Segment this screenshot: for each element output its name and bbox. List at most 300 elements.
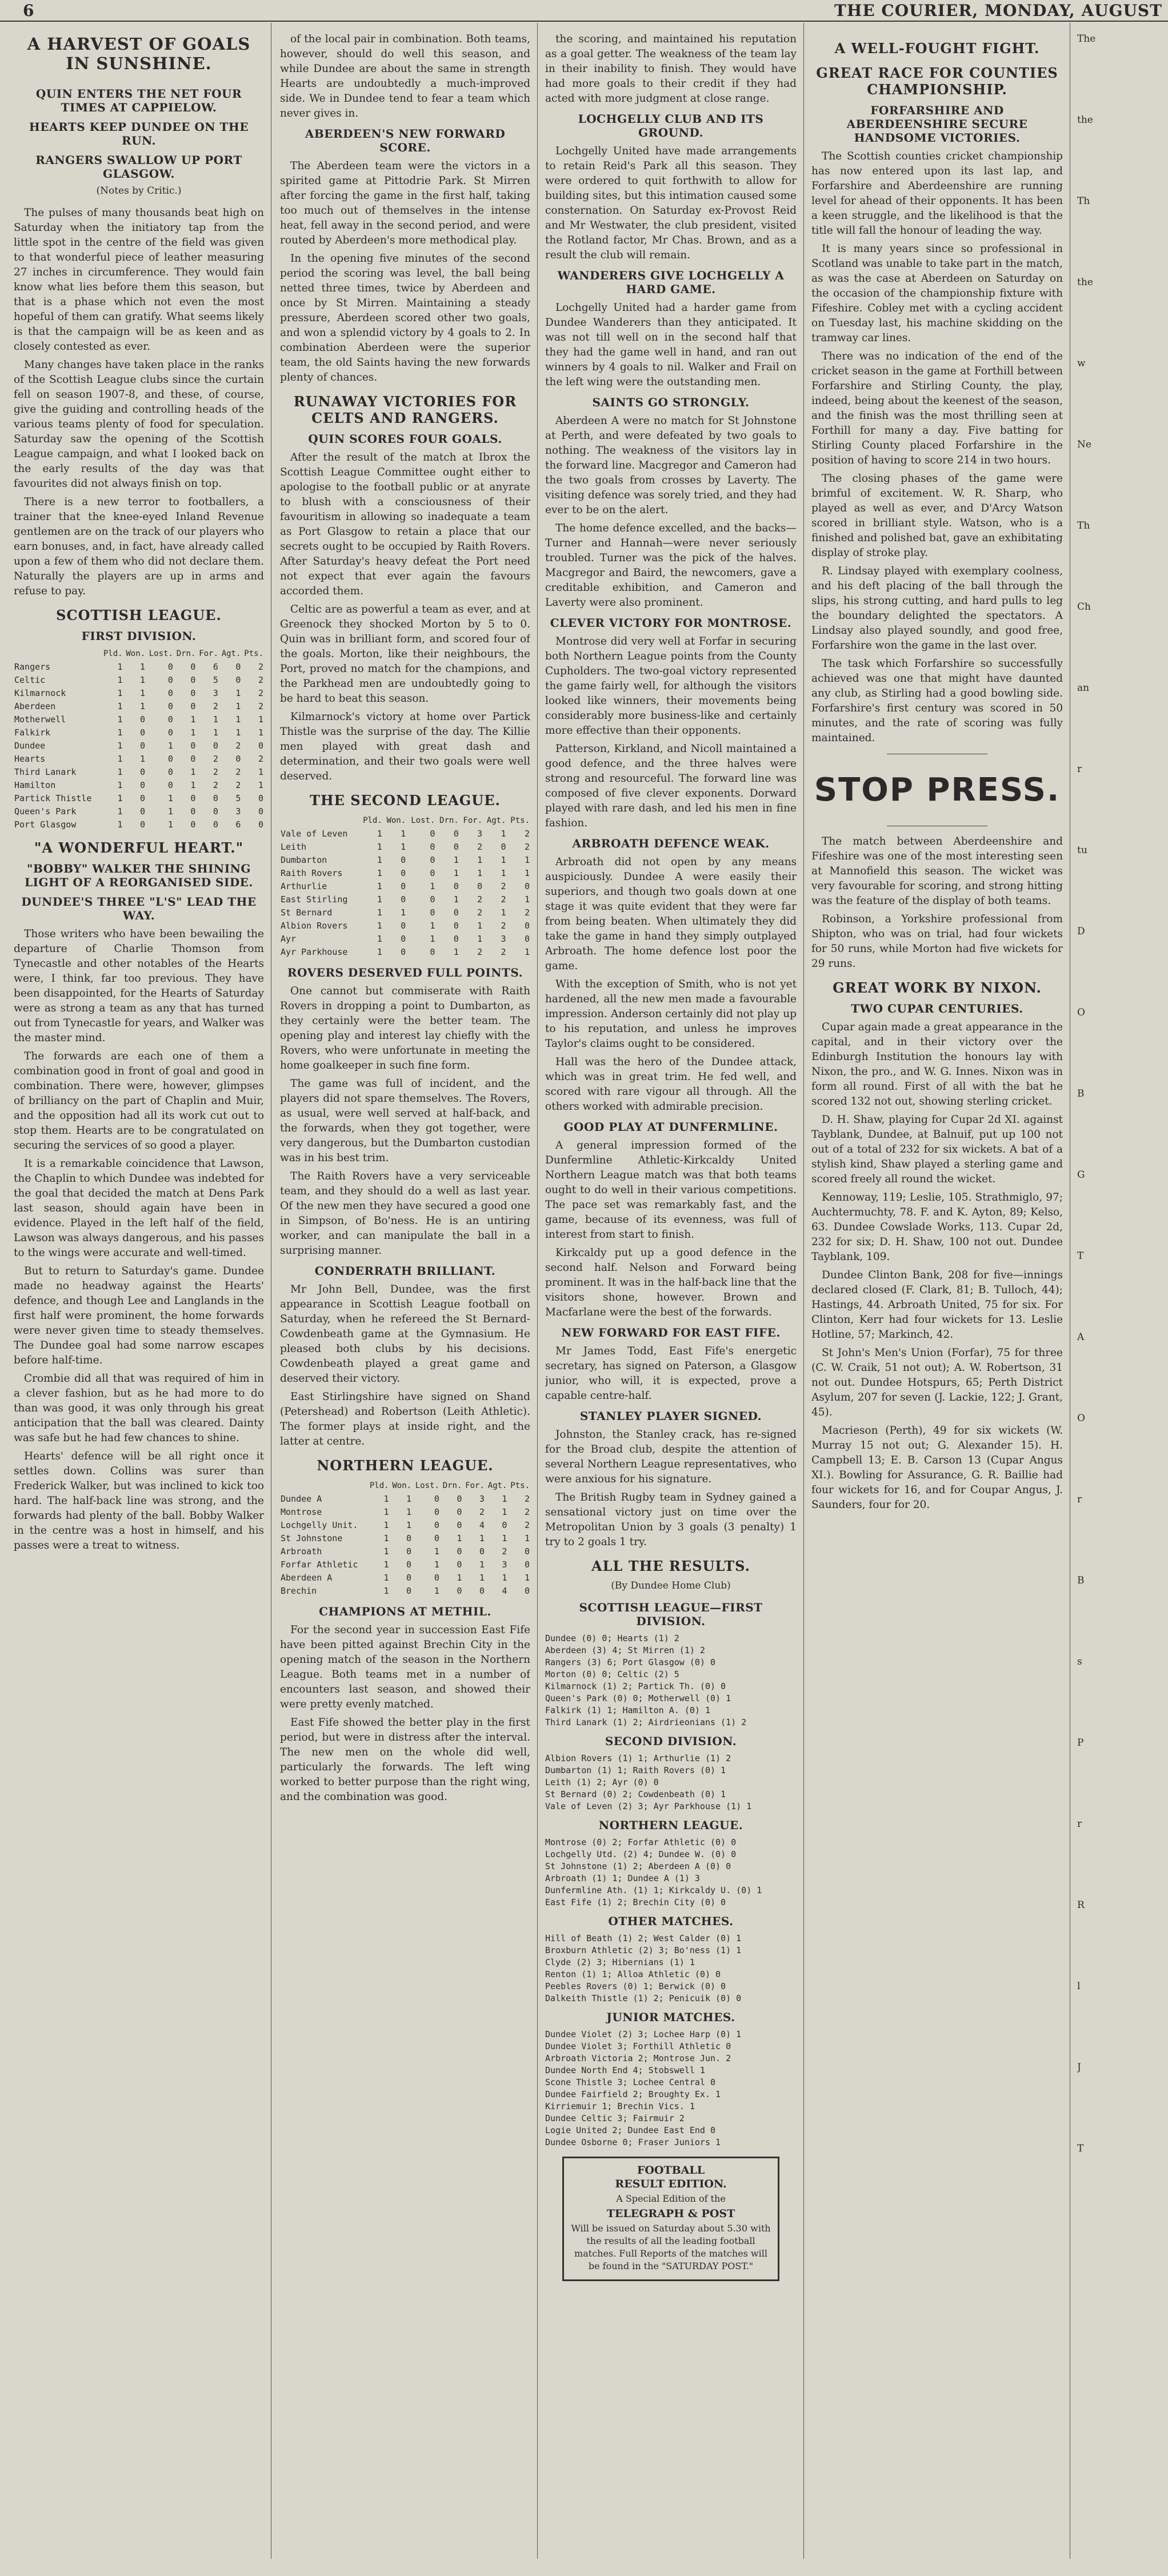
text-fragment: T bbox=[1077, 1250, 1084, 1262]
article-body bbox=[811, 834, 1063, 971]
stat-cell: 0 bbox=[140, 793, 146, 803]
team-name: Queen's Park bbox=[14, 806, 77, 817]
result-line: Arbroath Victoria 2; Montrose Jun. 2 bbox=[545, 2053, 731, 2063]
result-line: Dundee Osborne 0; Fraser Juniors 1 bbox=[545, 2137, 721, 2147]
stat-cell: 2 bbox=[524, 907, 530, 918]
paragraph: Celtic are as powerful a team as ever, and at Greenock they shocked Morton by 5 to 0. Quin was in brilliant form, and scored four of the goals. Morton, like their neighbours, the Port, proved no match for the champions, and the Parkhead men are undoubtedly going to be hard to beat this season. bbox=[280, 603, 530, 705]
result-line: Leith (1) 2; Ayr (0) 0 bbox=[545, 1777, 659, 1787]
result-line: St Johnstone (1) 2; Aberdeen A (0) 0 bbox=[545, 1861, 731, 1871]
stat-cell: 0 bbox=[140, 727, 146, 738]
paragraph: Montrose did very well at Forfar in securing both Northern League points from the County Cupholders. The two-goal victory represented the game fairly well, for although the visitors looked like winners, their movements being considerably more business-like and certainly more effective than their opponents. bbox=[545, 635, 797, 737]
result-line: Rangers (3) 6; Port Glasgow (0) 0 bbox=[545, 1657, 716, 1667]
paragraph: The forwards are each one of them a combination good in front of goal and good in combination. There were, however, glimpses of brilliancy on the part of Chaplin and Muir, and the opposition had all its work cut out to stop them. Hearts are to be congratulated on securing the services of so good a player. bbox=[14, 1050, 264, 1151]
subheadline: ROVERS DESERVED FULL POINTS. bbox=[287, 966, 523, 979]
stat-cell: 1 bbox=[117, 754, 123, 764]
paragraph: Lochgelly United had a harder game from Dundee Wanderers than they anticipated. It was not till well on in the second half that they had the game well in hand, and ran out winners by 4 goals to nil. Walker and Frail on the left wing were the outstanding men. bbox=[545, 302, 797, 388]
stat-cell: 0 bbox=[477, 881, 483, 891]
stat-cell: 0 bbox=[406, 1559, 412, 1570]
text-fragment: the bbox=[1077, 114, 1093, 126]
paragraph: The game was full of incident, and the players did not spare themselves. The Rovers, as usual, were well served at half-back, and the forwards, when they got together, were very dangerous, but the Dumbarton custodian was in his best trim. bbox=[280, 1078, 530, 1164]
stat-cell: 1 bbox=[406, 1507, 412, 1517]
stat-cell: 1 bbox=[457, 1533, 462, 1543]
text-fragment: B bbox=[1077, 1088, 1085, 1099]
team-name: Dundee A bbox=[281, 1494, 322, 1504]
text-fragment: G bbox=[1077, 1169, 1085, 1181]
stat-cell: 0 bbox=[524, 1546, 530, 1557]
stat-cell: 0 bbox=[167, 727, 173, 738]
stat-cell: 1 bbox=[140, 688, 146, 698]
stat-cell: 0 bbox=[406, 1533, 412, 1543]
result-line: Dundee North End 4; Stobswell 1 bbox=[545, 2065, 705, 2075]
stat-cell: 1 bbox=[140, 701, 146, 711]
stat-cell: 0 bbox=[430, 947, 435, 957]
team-name: Leith bbox=[281, 842, 307, 852]
stat-cell: 0 bbox=[453, 881, 459, 891]
stat-cell: 1 bbox=[117, 714, 123, 725]
subheadline: DUNDEE'S THREE "L'S" LEAD THE WAY. bbox=[21, 895, 257, 922]
stat-cell: 0 bbox=[190, 793, 196, 803]
stat-cell: 3 bbox=[235, 806, 241, 817]
article-body bbox=[280, 32, 530, 121]
stat-cell: 3 bbox=[477, 829, 483, 839]
text-fragment: O bbox=[1077, 1007, 1085, 1018]
table-row bbox=[280, 1532, 530, 1545]
stat-cell: 1 bbox=[479, 1573, 485, 1583]
stat-cell: 1 bbox=[453, 855, 459, 865]
paragraph: The British Rugby team in Sydney gained a sensational victory just on time over the Metropolitan Union by 3 goals (3 penalty) 1 try to 2 goals 1 try. bbox=[545, 1491, 797, 1548]
stat-cell: 0 bbox=[140, 806, 146, 817]
stat-cell: 2 bbox=[524, 1520, 530, 1530]
stat-cell: 0 bbox=[401, 934, 406, 944]
stat-cell: 1 bbox=[434, 1546, 439, 1557]
team-name: Third Lanark bbox=[14, 767, 77, 777]
stat-cell: 1 bbox=[477, 868, 483, 878]
stat-cell: 0 bbox=[524, 1559, 530, 1570]
paragraph: There was no indication of the end of the cricket season in the game at Forthill between Forfarshire and Stirling County, the play, indeed, being about the keenest of the season, and the finish was the most thrilling seen at Forthill for many a day. Five batting for Stirling County placed Forfarshire in the position of having to score 214 in two hours. bbox=[811, 350, 1063, 466]
team-name: Motherwell bbox=[14, 714, 66, 725]
stat-cell: 2 bbox=[213, 701, 218, 711]
stat-cell: 1 bbox=[377, 921, 382, 931]
paragraph: The pulses of many thousands beat high on Saturday when the initiatory tap from the little spot in the centre of the field was given to that wonderful piece of leather measuring 27 inches in circumference. They would fain know what lies before them this season, but that is a phase which not even the most hopeful of them can gratify. What seems likely is that the campaign will be as keen and as closely contested as ever. bbox=[14, 207, 264, 353]
team-name: Raith Rovers bbox=[281, 868, 343, 878]
article-body bbox=[545, 1344, 797, 1403]
stat-cell: 0 bbox=[140, 819, 146, 830]
stat-cell: 1 bbox=[434, 1586, 439, 1596]
article-body bbox=[545, 634, 797, 831]
stat-cell: 1 bbox=[430, 934, 435, 944]
article-body bbox=[280, 159, 530, 385]
ad-heading: RESULT EDITION. bbox=[615, 2178, 727, 2190]
team-name: Kilmarnock bbox=[14, 688, 66, 698]
stat-cell: 1 bbox=[383, 1573, 389, 1583]
table-header-cell: Won. bbox=[126, 649, 146, 658]
table-row bbox=[14, 674, 264, 687]
stat-cell: 1 bbox=[190, 714, 196, 725]
result-line: Queen's Park (0) 0; Motherwell (0) 1 bbox=[545, 1693, 731, 1703]
paragraph: But to return to Saturday's game. Dundee made no headway against the Hearts' defence, and though Lee and Langlands in the first half were prominent, the home forwards were never given time to steady themselves. The Dundee goal had some narrow escapes before half-time. bbox=[14, 1265, 264, 1366]
stat-cell: 1 bbox=[502, 1533, 507, 1543]
stat-cell: 0 bbox=[140, 780, 146, 790]
result-line: Albion Rovers (1) 1; Arthurlie (1) 2 bbox=[545, 1753, 731, 1763]
subheadline: QUIN SCORES FOUR GOALS. bbox=[308, 432, 502, 446]
team-name: Partick Thistle bbox=[14, 793, 92, 803]
stat-cell: 2 bbox=[501, 947, 506, 957]
stat-cell: 0 bbox=[258, 819, 263, 830]
table-row bbox=[14, 700, 264, 713]
stat-cell: 0 bbox=[258, 741, 263, 751]
stat-cell: 2 bbox=[501, 881, 506, 891]
stat-cell: 2 bbox=[477, 842, 483, 852]
subheadline: CONDERRATH BRILLIANT. bbox=[314, 1264, 496, 1278]
paragraph: One cannot but commiserate with Raith Rovers in dropping a point to Dumbarton, as they certainly were the better team. The opening play and interest lay chiefly with the Rovers, who were unfortunate in meeting the home goalkeeper in such fine form. bbox=[280, 985, 530, 1071]
stat-cell: 0 bbox=[213, 793, 218, 803]
team-name: Hamilton bbox=[14, 780, 56, 790]
text-fragment: tu bbox=[1077, 845, 1087, 856]
stat-cell: 1 bbox=[524, 1573, 530, 1583]
stat-cell: 0 bbox=[401, 921, 406, 931]
text-fragment: s bbox=[1077, 1656, 1082, 1667]
stat-cell: 0 bbox=[140, 767, 146, 777]
table-row bbox=[14, 779, 264, 792]
stat-cell: 1 bbox=[524, 855, 530, 865]
stat-cell: 1 bbox=[401, 842, 406, 852]
stat-cell: 1 bbox=[235, 701, 241, 711]
article-body bbox=[545, 414, 797, 610]
team-name: Vale of Leven bbox=[281, 829, 348, 839]
paragraph: The match between Aberdeenshire and Fifeshire was one of the most interesting seen at Mannofield this season. The wicket was very favourable for scoring, and strong hitting was the feature of the display of both teams. bbox=[811, 835, 1063, 907]
paragraph: The home defence excelled, and the backs—Turner and Hannah—were never seriously troubled. Turner was the pick of the halves. Macgregor and Baird, the newcomers, gave a creditable exhibition, and Cameron and Laverty were also prominent. bbox=[545, 522, 797, 609]
league-table bbox=[280, 814, 530, 959]
result-line: Clyde (2) 3; Hibernians (1) 1 bbox=[545, 1957, 695, 1967]
stat-cell: 4 bbox=[479, 1520, 485, 1530]
stat-cell: 0 bbox=[406, 1573, 412, 1583]
stat-cell: 0 bbox=[190, 688, 196, 698]
stat-cell: 1 bbox=[524, 868, 530, 878]
stat-cell: 0 bbox=[406, 1586, 412, 1596]
stat-cell: 0 bbox=[434, 1494, 439, 1504]
paragraph: For the second year in succession East Fife have been pitted against Brechin City in the opening match of the season in the Northern League. Both teams met in a number of encounters last season, and showed their were pretty evenly matched. bbox=[280, 1624, 530, 1710]
ad-heading: FOOTBALL bbox=[637, 2164, 705, 2177]
stop-press-heading: STOP PRESS. bbox=[814, 771, 1061, 809]
stat-cell: 0 bbox=[453, 842, 459, 852]
stat-cell: 1 bbox=[383, 1520, 389, 1530]
stat-cell: 3 bbox=[501, 934, 506, 944]
paragraph: Kennoway, 119; Leslie, 105. Strathmiglo, 97; Auchtermuchty, 78. F. and K. Ayton, 89; Kelso, 63. Dundee Cowslade Works, 113. Cupar 2d, 232 for six; D. H. Shaw, 100 not out. Dundee Tayblank, 109. bbox=[811, 1191, 1063, 1263]
stat-cell: 0 bbox=[167, 754, 173, 764]
stat-cell: 5 bbox=[235, 793, 241, 803]
team-name: Arthurlie bbox=[281, 881, 327, 891]
team-name: Forfar Athletic bbox=[281, 1559, 358, 1570]
results-section: JUNIOR MATCHES. bbox=[606, 2010, 735, 2024]
stat-cell: 0 bbox=[401, 881, 406, 891]
subheadline: SAINTS GO STRONGLY. bbox=[592, 395, 750, 409]
team-name: Dumbarton bbox=[281, 855, 327, 865]
stat-cell: 2 bbox=[213, 754, 218, 764]
column-5-cropped bbox=[1077, 32, 1168, 2553]
stat-cell: 0 bbox=[190, 701, 196, 711]
subheadline: QUIN ENTERS THE NET FOUR TIMES AT CAPPIELOW. bbox=[35, 87, 242, 114]
stat-cell: 0 bbox=[235, 754, 241, 764]
stat-cell: 2 bbox=[524, 1507, 530, 1517]
team-name: St Johnstone bbox=[281, 1533, 343, 1543]
text-fragment: A bbox=[1077, 1331, 1085, 1343]
stat-cell: 1 bbox=[383, 1494, 389, 1504]
table-header-cell bbox=[14, 647, 101, 661]
stat-cell: 1 bbox=[258, 727, 263, 738]
table-row bbox=[14, 792, 264, 805]
table-row bbox=[280, 854, 530, 867]
results-credit: (By Dundee Home Club) bbox=[611, 1580, 731, 1591]
table-row bbox=[280, 867, 530, 880]
stat-cell: 3 bbox=[479, 1494, 485, 1504]
stat-cell: 0 bbox=[167, 688, 173, 698]
stat-cell: 1 bbox=[117, 662, 123, 672]
text-fragment: J bbox=[1077, 2062, 1081, 2073]
stat-cell: 1 bbox=[434, 1559, 439, 1570]
stat-cell: 1 bbox=[117, 741, 123, 751]
text-fragment: l bbox=[1077, 1981, 1081, 1992]
text-fragment: R bbox=[1077, 1899, 1085, 1911]
stat-cell: 1 bbox=[140, 675, 146, 685]
stat-cell: 0 bbox=[453, 934, 459, 944]
stat-cell: 1 bbox=[406, 1520, 412, 1530]
stat-cell: 1 bbox=[377, 934, 382, 944]
subheadline: STANLEY PLAYER SIGNED. bbox=[579, 1409, 762, 1423]
stat-cell: 2 bbox=[213, 767, 218, 777]
headline: A HARVEST OF GOALS IN SUNSHINE. bbox=[27, 34, 251, 73]
table-header-cell: For. bbox=[199, 649, 218, 658]
article-body bbox=[280, 984, 530, 1258]
result-line: Falkirk (1) 1; Hamilton A. (0) 1 bbox=[545, 1705, 710, 1715]
result-line: Hill of Beath (1) 2; West Calder (0) 1 bbox=[545, 1933, 742, 1943]
stat-cell: 1 bbox=[213, 714, 218, 725]
paragraph: Aberdeen A were no match for St Johnstone at Perth, and were defeated by two goals to nothing. The weakness of the visitors lay in the forward line. Macgregor and Cameron had the two goals from crosses by Laverty. The visiting defence was sorely tried, and they had ever to be on the alert. bbox=[545, 415, 797, 516]
subheadline: TWO CUPAR CENTURIES. bbox=[851, 1002, 1023, 1015]
stat-cell: 1 bbox=[524, 947, 530, 957]
stat-cell: 0 bbox=[479, 1586, 485, 1596]
paragraph: D. H. Shaw, playing for Cupar 2d XI. against Tayblank, Dundee, at Balnuif, put up 100 not out of a total of 232 for six wickets. A bat of a stylish kind, Shaw played a sterling game and scored freely all round the wicket. bbox=[811, 1114, 1063, 1185]
stat-cell: 0 bbox=[401, 868, 406, 878]
paragraph: It is many years since so professional in Scotland was unable to take part in the match, as was the case at Aberdeen on Saturday on the occasion of the championship fixture with Fifeshire. Cobley met with a cycling accident on Tuesday last, his machine skidding on the tramway car lines. bbox=[811, 243, 1063, 344]
results-section: OTHER MATCHES. bbox=[608, 1914, 734, 1928]
stat-cell: 1 bbox=[406, 1494, 412, 1504]
table-header-cell: Pts. bbox=[510, 1481, 530, 1490]
team-name: Dundee bbox=[14, 741, 46, 751]
result-line: Peebles Rovers (0) 1; Berwick (0) 0 bbox=[545, 1981, 726, 1991]
team-name: Falkirk bbox=[14, 727, 51, 738]
stat-cell: 1 bbox=[383, 1533, 389, 1543]
advertisement-box bbox=[562, 2157, 779, 2281]
result-line: Dundee (0) 0; Hearts (1) 2 bbox=[545, 1633, 679, 1643]
text-fragment: w bbox=[1077, 358, 1086, 369]
paragraph: The Scottish counties cricket championship has now entered upon its last lap, and Forfarshire and Aberdeenshire are running level for ahead of their opponents. It has been a keen struggle, and the likelihood is that the title will fall the honour of leading the way. bbox=[811, 150, 1063, 237]
result-line: Scone Thistle 3; Lochee Central 0 bbox=[545, 2077, 716, 2087]
table-row bbox=[14, 661, 264, 674]
subheadline: CLEVER VICTORY FOR MONTROSE. bbox=[550, 616, 792, 630]
stat-cell: 1 bbox=[377, 842, 382, 852]
table-header-cell: Agt. bbox=[486, 816, 506, 825]
headline: RUNAWAY VICTORIES FOR CELTS AND RANGERS. bbox=[293, 393, 517, 426]
table-header-cell: Pts. bbox=[244, 649, 263, 658]
table-header-cell: Drn. bbox=[442, 1481, 462, 1490]
stat-cell: 0 bbox=[167, 780, 173, 790]
result-line: Lochgelly Utd. (2) 4; Dundee W. (0) 0 bbox=[545, 1849, 737, 1859]
stat-cell: 1 bbox=[524, 1533, 530, 1543]
stat-cell: 0 bbox=[401, 855, 406, 865]
stat-cell: 1 bbox=[377, 907, 382, 918]
ad-heading: TELEGRAPH & POST bbox=[606, 2207, 735, 2220]
subheadline: ARBROATH DEFENCE WEAK. bbox=[572, 837, 770, 850]
result-line: Kilmarnock (1) 2; Partick Th. (0) 0 bbox=[545, 1681, 726, 1691]
stat-cell: 0 bbox=[457, 1559, 462, 1570]
stat-cell: 6 bbox=[213, 662, 218, 672]
stat-cell: 2 bbox=[213, 780, 218, 790]
page-number: 6 bbox=[23, 1, 34, 20]
table-row bbox=[14, 739, 264, 753]
paragraph: East Stirlingshire have signed on Shand (Petershead) and Robertson (Leith Athletic). The former plays at inside right, and the latter at centre. bbox=[280, 1391, 530, 1447]
stat-cell: 0 bbox=[479, 1546, 485, 1557]
stat-cell: 1 bbox=[401, 907, 406, 918]
stat-cell: 2 bbox=[258, 688, 263, 698]
stat-cell: 2 bbox=[501, 921, 506, 931]
table-row bbox=[280, 1571, 530, 1585]
stat-cell: 1 bbox=[502, 1573, 507, 1583]
paragraph: With the exception of Smith, who is not yet hardened, all the new men made a favourable impression. Anderson certainly did not play up to his reputation, and unless he improves Taylor's claims ought to be considered. bbox=[545, 978, 797, 1050]
table-header-cell: Pts. bbox=[510, 816, 530, 825]
stat-cell: 1 bbox=[190, 780, 196, 790]
results-title: ALL THE RESULTS. bbox=[591, 1558, 751, 1574]
stat-cell: 0 bbox=[457, 1586, 462, 1596]
stat-cell: 0 bbox=[524, 921, 530, 931]
stat-cell: 0 bbox=[401, 947, 406, 957]
team-name: Lochgelly Unit. bbox=[281, 1520, 358, 1530]
results-list bbox=[545, 1837, 797, 1909]
stat-cell: 0 bbox=[430, 829, 435, 839]
stat-cell: 5 bbox=[213, 675, 218, 685]
stat-cell: 0 bbox=[457, 1520, 462, 1530]
table-row bbox=[280, 827, 530, 841]
stat-cell: 4 bbox=[502, 1586, 507, 1596]
paragraph: The Aberdeen team were the victors in a spirited game at Pittodrie Park. St Mirren after forcing the game in the first half, taking too much out of themselves in the intense heat, fell away in the second period, and were routed by Aberdeen's more methodical play. bbox=[280, 160, 530, 246]
table-title: NORTHERN LEAGUE. bbox=[317, 1457, 494, 1474]
stat-cell: 2 bbox=[524, 1494, 530, 1504]
stat-cell: 0 bbox=[167, 767, 173, 777]
stat-cell: 1 bbox=[501, 829, 506, 839]
stat-cell: 0 bbox=[524, 881, 530, 891]
stat-cell: 0 bbox=[524, 1586, 530, 1596]
stat-cell: 1 bbox=[502, 1494, 507, 1504]
stat-cell: 0 bbox=[430, 907, 435, 918]
masthead bbox=[0, 0, 1168, 22]
table-header-cell: Won. bbox=[386, 816, 406, 825]
team-name: Arbroath bbox=[281, 1546, 322, 1557]
column-2 bbox=[280, 32, 530, 2553]
stat-cell: 1 bbox=[213, 727, 218, 738]
team-name: Albion Rovers bbox=[281, 921, 348, 931]
team-name: Ayr Parkhouse bbox=[281, 947, 348, 957]
stat-cell: 0 bbox=[213, 806, 218, 817]
paragraph: Hall was the hero of the Dundee attack, which was in great trim. He fed well, and scored with rare vigour all through. All the others worked with admirable precision. bbox=[545, 1056, 797, 1113]
article-body bbox=[811, 149, 1063, 746]
stat-cell: 3 bbox=[213, 688, 218, 698]
table-header-cell: Pld. bbox=[369, 1481, 389, 1490]
stat-cell: 1 bbox=[117, 793, 123, 803]
stat-cell: 0 bbox=[502, 1520, 507, 1530]
text-fragment: the bbox=[1077, 277, 1093, 288]
result-line: Logie United 2; Dundee East End 0 bbox=[545, 2125, 716, 2135]
table-header-cell: For. bbox=[463, 816, 483, 825]
paragraph: A general impression formed of the Dunfermline Athletic-Kirkcaldy United Northern League match was that both teams ought to do well in their various competitions. The pace set was remarkably fast, and the game, because of its evenness, was full of interest from start to finish. bbox=[545, 1139, 797, 1241]
stat-cell: 1 bbox=[479, 1559, 485, 1570]
table-row bbox=[14, 818, 264, 831]
text-fragment: Th bbox=[1077, 195, 1090, 207]
team-name: Celtic bbox=[14, 675, 46, 685]
table-row bbox=[280, 1493, 530, 1506]
table-header-cell: Drn. bbox=[176, 649, 196, 658]
stat-cell: 0 bbox=[258, 806, 263, 817]
team-name: Montrose bbox=[281, 1507, 322, 1517]
league-table bbox=[280, 1479, 530, 1598]
column-3 bbox=[545, 32, 797, 2553]
result-line: St Bernard (0) 2; Cowdenbeath (0) 1 bbox=[545, 1789, 726, 1799]
result-line: Dundee Celtic 3; Fairmuir 2 bbox=[545, 2113, 685, 2123]
subheadline: CHAMPIONS AT METHIL. bbox=[319, 1605, 491, 1618]
stat-cell: 0 bbox=[434, 1520, 439, 1530]
league-table bbox=[14, 647, 264, 831]
paragraph: In the opening five minutes of the second period the scoring was level, the ball being netted three times, twice by Aberdeen and once by St Mirren. Maintaining a steady pressure, Aberdeen scored other two goals, and won a splendid victory by 4 goals to 2. In combination Aberdeen were the superior team, the old Saints having the new forwards plenty of chances. bbox=[280, 253, 530, 383]
article-body bbox=[545, 144, 797, 263]
stat-cell: 2 bbox=[479, 1507, 485, 1517]
stat-cell: 1 bbox=[453, 868, 459, 878]
paragraph: Cupar again made a great appearance in the capital, and in their victory over the Edinburgh Institution the honours lay with Nixon, the pro., and W. G. Innes. Nixon was in form all round. First of all with the bat he scored 132 not out, showing sterling cricket. bbox=[811, 1021, 1063, 1107]
article-body bbox=[545, 32, 797, 106]
text-fragment: P bbox=[1077, 1737, 1084, 1749]
table-header-cell: Won. bbox=[392, 1481, 412, 1490]
ad-text: Will be issued on Saturday about 5.30 with the results of all the leading football matches. Full Reports of the matches will be found in the "SATURDAY POST." bbox=[571, 2223, 771, 2271]
text-fragment: D bbox=[1077, 926, 1085, 937]
stat-cell: 1 bbox=[383, 1546, 389, 1557]
stat-cell: 1 bbox=[377, 947, 382, 957]
paragraph: East Fife showed the better play in the first period, but were in distress after the interval. The new men on the whole did well, particularly the forwards. The left wing worked to better purpose than the right wing, and the combination was good. bbox=[280, 1717, 530, 1803]
stat-cell: 0 bbox=[406, 1546, 412, 1557]
stat-cell: 1 bbox=[501, 907, 506, 918]
stat-cell: 0 bbox=[457, 1507, 462, 1517]
article-body bbox=[14, 927, 264, 1553]
table-header-cell: Pld. bbox=[103, 649, 123, 658]
stat-cell: 1 bbox=[377, 855, 382, 865]
text-fragment: r bbox=[1077, 763, 1082, 775]
column-1 bbox=[14, 32, 264, 2553]
article-body bbox=[14, 206, 264, 599]
paragraph: R. Lindsay played with exemplary coolness, and his deft placing of the ball through the slips, his strong cutting, and hard pulls to leg the boundary delighted the spectators. A Lindsay also played soundly, and good free, Forfarshire won the game in the last over. bbox=[811, 565, 1063, 651]
result-line: Dunfermline Ath. (1) 1; Kirkcaldy U. (0) 1 bbox=[545, 1885, 762, 1895]
subheadline: LOCHGELLY CLUB AND ITS GROUND. bbox=[578, 112, 764, 139]
paragraph: Arbroath did not open by any means auspiciously. Dundee A were easily their superiors, and though two goals down at one stage it was quite evident that they were far from being beaten. When ultimately they did take the game in hand they simply outplayed Arbroath. The home defence lost poor the game. bbox=[545, 856, 797, 972]
text-fragment: T bbox=[1077, 2143, 1084, 2154]
paragraph: Dundee Clinton Bank, 208 for five—innings declared closed (F. Clark, 81; B. Tulloch, 44); Hastings, 44. Arbroath United, 75 for six. For Clinton, Kerr had four wickets for 13. Leslie Hotline, 57; Markinch, 42. bbox=[811, 1269, 1063, 1341]
stat-cell: 1 bbox=[117, 767, 123, 777]
stat-cell: 0 bbox=[434, 1573, 439, 1583]
table-row bbox=[280, 1558, 530, 1571]
result-line: Broxburn Athletic (2) 3; Bo'ness (1) 1 bbox=[545, 1945, 742, 1955]
headline: "A WONDERFUL HEART." bbox=[34, 839, 244, 856]
stat-cell: 1 bbox=[117, 780, 123, 790]
table-header-cell bbox=[280, 1479, 367, 1493]
article-body bbox=[545, 1427, 797, 1550]
stat-cell: 1 bbox=[235, 714, 241, 725]
stat-cell: 0 bbox=[140, 714, 146, 725]
stat-cell: 1 bbox=[377, 881, 382, 891]
